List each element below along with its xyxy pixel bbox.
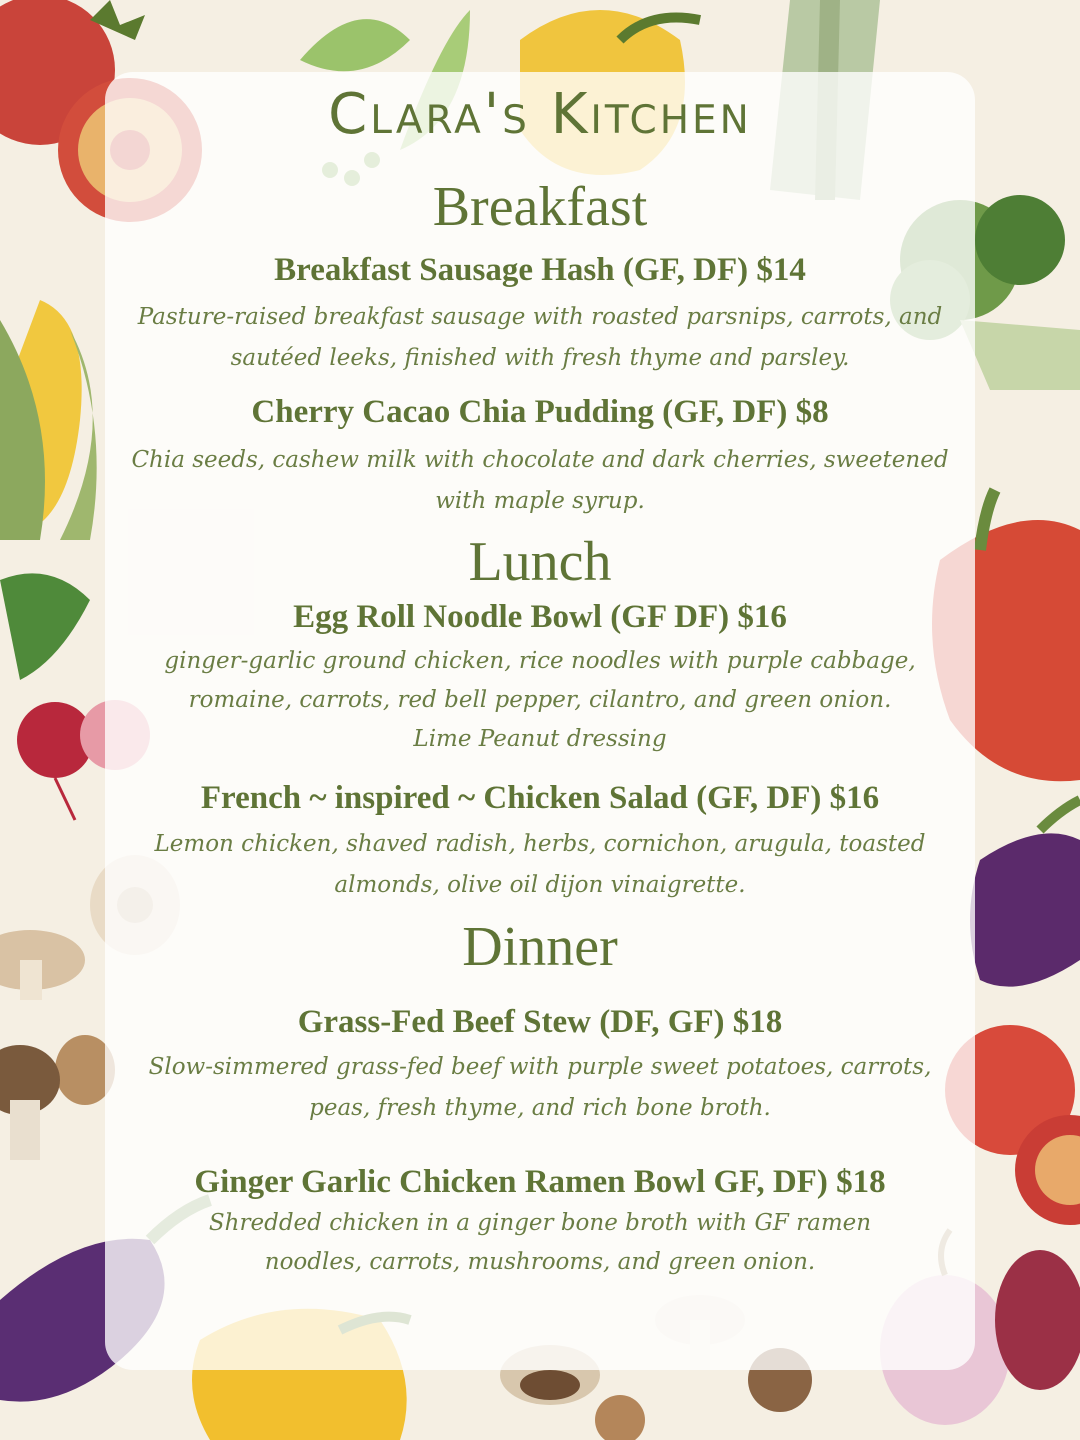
menu-item-name: Ginger Garlic Chicken Ramen Bowl GF, DF) $18 — [194, 1164, 886, 1200]
menu-item-description: Chia seeds, cashew milk with chocolate and dark cherries, sweetened with maple syrup. — [131, 447, 949, 514]
menu-item-description: Slow-simmered grass-fed beef with purple sweet potatoes, carrots, peas, fresh thyme, and rich bone broth. — [148, 1054, 932, 1121]
menu-item-description: ginger-garlic ground chicken, rice noodles with purple cabbage, romaine, carrots, red bell pepper, cilantro, and green onion. Lime Peanut dressing — [164, 648, 916, 752]
menu-item-name: Grass-Fed Beef Stew (DF, GF) $18 — [297, 1004, 783, 1040]
menu-item-name: Cherry Cacao Chia Pudding (GF, DF) $8 — [251, 394, 829, 430]
corn-illustration — [0, 300, 97, 540]
menu-item-name: French ~ inspired ~ Chicken Salad (GF, DF) $16 — [200, 780, 880, 816]
menu-content — [105, 72, 975, 1370]
section-heading-dinner: Dinner — [462, 916, 618, 978]
menu-item-description: Lemon chicken, shaved radish, herbs, cornichon, arugula, toasted almonds, olive oil dijon vinaigrette. — [154, 831, 926, 898]
restaurant-title: Clara's Kitchen — [328, 82, 752, 147]
section-heading-breakfast: Breakfast — [432, 176, 648, 238]
menu-item-description: Shredded chicken in a ginger bone broth with GF ramen noodles, carrots, mushrooms, and green onion. — [208, 1210, 872, 1275]
menu-item-description: Pasture-raised breakfast sausage with roasted parsnips, carrots, and sautéed leeks, finished with fresh thyme and parsley. — [137, 304, 943, 371]
section-heading-lunch: Lunch — [468, 531, 612, 593]
menu-item-name: Egg Roll Noodle Bowl (GF DF) $16 — [293, 599, 787, 635]
menu-item-name: Breakfast Sausage Hash (GF, DF) $14 — [274, 252, 806, 288]
eggplant-illustration — [970, 800, 1080, 987]
